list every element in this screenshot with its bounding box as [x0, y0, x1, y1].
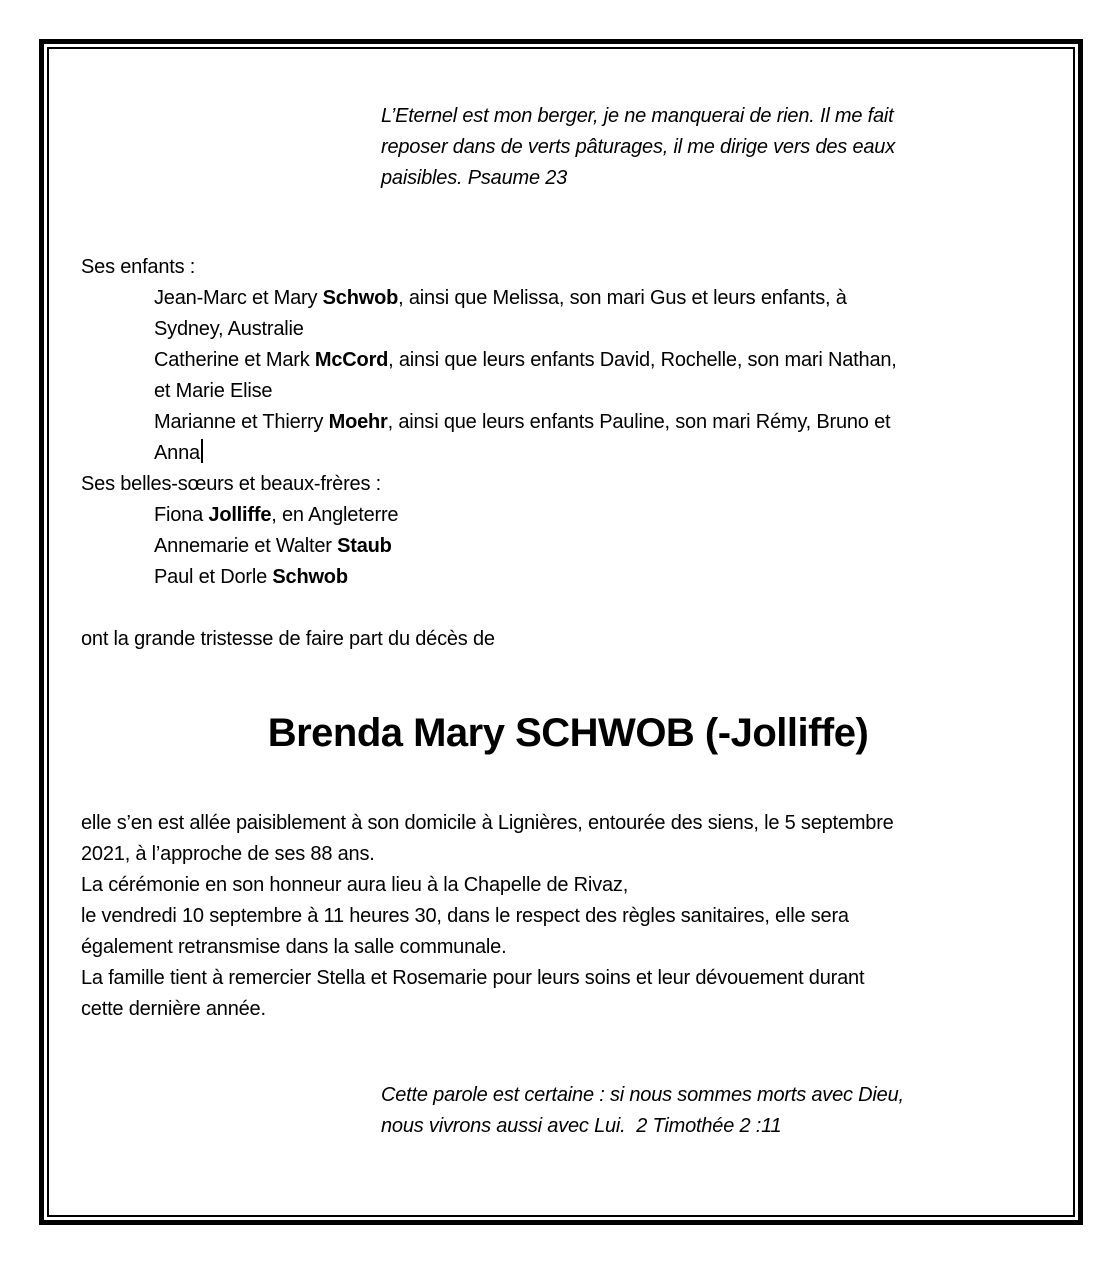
text-segment: , en Angleterre — [271, 504, 399, 526]
surname-bold: Staub — [337, 535, 392, 557]
document-edit-surface[interactable] — [49, 49, 1073, 1215]
text-segment: le vendredi 10 septembre à 11 heures 30, dans le respect des règles sanitaires, elle sera — [81, 905, 849, 927]
text-line — [381, 1111, 1055, 1142]
page-border-outer — [39, 39, 1083, 1225]
scripture-quote-bottom — [381, 1080, 1055, 1142]
text-segment: Paul et Dorle — [154, 566, 273, 588]
text-segment: L’Eternel est mon berger, je ne manquerai de rien. Il me fait — [381, 105, 894, 127]
scripture-quote-top — [381, 101, 1055, 194]
text-line — [81, 839, 1055, 870]
text-segment: Jean-Marc et Mary — [154, 287, 323, 309]
children-header: Ses enfants : — [81, 256, 196, 278]
funeral-details-paragraphs — [81, 808, 1055, 1025]
text-segment: 2021, à l’approche de ses 88 ans. — [81, 843, 375, 865]
text-segment: La famille tient à remercier Stella et Rosemarie pour leurs soins et leur dévouement durant — [81, 967, 865, 989]
surname-bold: Schwob — [272, 566, 348, 588]
text-segment: Fiona — [154, 504, 209, 526]
text-line — [154, 438, 1055, 469]
text-segment: elle s’en est allée paisiblement à son domicile à Lignières, entourée des siens, le 5 septembre — [81, 812, 894, 834]
text-line — [381, 132, 1055, 163]
text-segment: Annemarie et Walter — [154, 535, 338, 557]
text-segment: , ainsi que leurs enfants Pauline, son mari Rémy, Bruno et — [387, 411, 891, 433]
text-line — [81, 901, 1055, 932]
announcement-line: ont la grande tristesse de faire part du décès de — [81, 628, 495, 650]
text-line — [154, 562, 1055, 593]
text-segment: également retransmise dans la salle communale. — [81, 936, 507, 958]
text-segment: , ainsi que Melissa, son mari Gus et leurs enfants, à — [398, 287, 847, 309]
text-line — [154, 407, 1055, 438]
text-line — [154, 376, 1055, 407]
text-line — [154, 500, 1055, 531]
text-segment: Sydney, Australie — [154, 318, 304, 340]
text-segment: La cérémonie en son honneur aura lieu à la Chapelle de Rivaz, — [81, 874, 629, 896]
text-segment: nous vivrons aussi avec Lui. 2 Timothée 2 :11 — [381, 1115, 782, 1137]
surname-bold: McCord — [314, 349, 389, 371]
text-line — [81, 963, 1055, 994]
inlaws-header: Ses belles-sœurs et beaux-frères : — [81, 473, 381, 495]
text-line — [81, 994, 1055, 1025]
text-segment: et Marie Elise — [154, 380, 273, 402]
text-line — [81, 870, 1055, 901]
text-line — [154, 345, 1055, 376]
text-caret — [201, 439, 203, 463]
children-list — [81, 283, 1055, 469]
family-section — [81, 252, 1055, 593]
text-line — [154, 314, 1055, 345]
deceased-name-title: Brenda Mary SCHWOB (-Jolliffe) — [267, 711, 869, 755]
text-segment: Marianne et Thierry — [154, 411, 329, 433]
surname-bold: Schwob — [322, 287, 399, 309]
text-segment: Cette parole est certaine : si nous sommes morts avec Dieu, — [381, 1084, 904, 1106]
text-line — [154, 531, 1055, 562]
text-segment: cette dernière année. — [81, 998, 266, 1020]
text-line — [381, 101, 1055, 132]
text-segment: Anna — [154, 442, 200, 464]
text-segment: , ainsi que leurs enfants David, Rochelle, son mari Nathan, — [388, 349, 897, 371]
text-line — [81, 808, 1055, 839]
text-segment: Catherine et Mark — [154, 349, 315, 371]
text-segment: paisibles. Psaume 23 — [381, 167, 568, 189]
inlaws-list — [81, 500, 1055, 593]
text-line — [81, 932, 1055, 963]
surname-bold: Jolliffe — [208, 504, 272, 526]
text-segment: reposer dans de verts pâturages, il me dirige vers des eaux — [381, 136, 896, 158]
surname-bold: Moehr — [328, 411, 388, 433]
text-line — [381, 163, 1055, 194]
text-line — [154, 283, 1055, 314]
text-line — [381, 1080, 1055, 1111]
page-border-inner — [47, 47, 1075, 1217]
